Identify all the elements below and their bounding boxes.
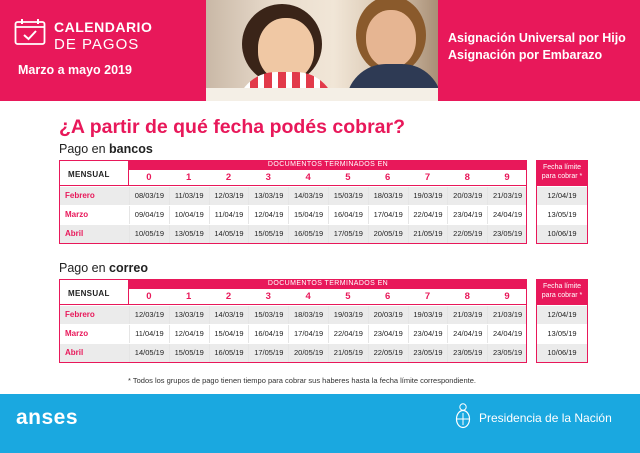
date-cell: 18/03/19 xyxy=(288,306,328,324)
limit-header: Fecha límite para cobrar * xyxy=(536,279,588,305)
date-cell: 22/04/19 xyxy=(328,325,368,343)
photo-woman-face xyxy=(366,10,416,68)
date-cell: 21/03/19 xyxy=(447,306,487,324)
month-label: Febrero xyxy=(65,191,95,200)
section-title-prefix: Pago en xyxy=(59,142,110,156)
month-label: Marzo xyxy=(65,210,89,219)
date-cell: 16/05/19 xyxy=(209,344,249,362)
date-cell: 17/05/19 xyxy=(248,344,288,362)
government-logo-text: Presidencia de la Nación xyxy=(479,411,612,425)
date-cell: 15/03/19 xyxy=(248,306,288,324)
header-photo xyxy=(206,0,438,101)
limit-date-cell: 12/04/19 xyxy=(536,306,588,324)
digit-header: 6 xyxy=(385,172,391,183)
date-cell: 20/05/19 xyxy=(288,344,328,362)
digit-header: 5 xyxy=(345,172,351,183)
date-cell: 11/04/19 xyxy=(129,325,169,343)
month-label: Febrero xyxy=(65,310,95,319)
date-cell: 22/05/19 xyxy=(368,344,408,362)
date-cell: 23/05/19 xyxy=(447,344,487,362)
coat-of-arms-icon xyxy=(455,403,471,429)
date-cell: 21/05/19 xyxy=(328,344,368,362)
column-header-mensual: MENSUAL xyxy=(59,279,129,305)
footer-banner xyxy=(0,394,640,453)
digit-header: 8 xyxy=(464,172,470,183)
date-cell: 15/05/19 xyxy=(169,344,209,362)
date-cell: 24/04/19 xyxy=(447,325,487,343)
digit-header: 0 xyxy=(146,172,152,183)
digit-header: 0 xyxy=(146,291,152,302)
digit-header: 7 xyxy=(424,291,431,302)
digit-header: 1 xyxy=(186,172,192,183)
post-schedule-table xyxy=(59,279,527,363)
date-cell: 23/05/19 xyxy=(487,344,527,362)
post-limit-table xyxy=(536,279,588,363)
section-title-prefix: Pago en xyxy=(59,261,110,275)
date-cell: 16/04/19 xyxy=(248,325,288,343)
date-cell: 12/04/19 xyxy=(248,206,288,224)
date-cell: 21/03/19 xyxy=(487,187,527,205)
date-cell: 17/04/19 xyxy=(288,325,328,343)
date-cell: 24/04/19 xyxy=(487,325,527,343)
date-cell: 20/03/19 xyxy=(447,187,487,205)
date-cell: 15/05/19 xyxy=(248,225,288,243)
date-cell: 14/05/19 xyxy=(129,344,169,362)
date-cell: 13/03/19 xyxy=(248,187,288,205)
digit-header: 8 xyxy=(464,291,470,302)
date-cell: 22/05/19 xyxy=(447,225,487,243)
month-label: Marzo xyxy=(65,329,89,338)
limit-date-cell: 13/05/19 xyxy=(547,210,577,219)
limit-date-cell: 10/06/19 xyxy=(536,344,588,362)
footnote: * Todos los grupos de pago tienen tiempo para cobrar sus haberes hasta la fecha límite correspondiente. xyxy=(128,376,476,385)
limit-date-cell: 12/04/19 xyxy=(536,187,588,205)
date-cell: 11/04/19 xyxy=(209,206,249,224)
date-cell: 08/03/19 xyxy=(129,187,169,205)
date-cell: 15/04/19 xyxy=(209,325,249,343)
section-title-post xyxy=(59,261,148,275)
date-cell: 09/04/19 xyxy=(129,206,169,224)
limit-date-cell: 13/05/19 xyxy=(547,329,577,338)
digit-header-row xyxy=(129,289,527,305)
digit-header: 2 xyxy=(225,291,232,302)
digit-header: 5 xyxy=(345,291,351,302)
date-cell: 21/03/19 xyxy=(487,306,527,324)
date-cell: 24/04/19 xyxy=(487,206,527,224)
calendar-subtitle: DE PAGOS xyxy=(54,36,140,53)
date-cell: 14/03/19 xyxy=(209,306,249,324)
date-cell: 23/04/19 xyxy=(447,206,487,224)
date-cell: 21/05/19 xyxy=(408,225,448,243)
digit-header: 1 xyxy=(186,291,192,302)
date-cell: 13/03/19 xyxy=(169,306,209,324)
program-name-auh: Asignación Universal por Hijo xyxy=(448,31,626,45)
calendar-title: CALENDARIO xyxy=(54,19,153,35)
digit-header: 3 xyxy=(265,291,271,302)
table-row xyxy=(59,344,527,362)
date-cell: 19/03/19 xyxy=(328,306,368,324)
date-cell: 19/03/19 xyxy=(408,306,448,324)
date-cell: 20/05/19 xyxy=(368,225,408,243)
date-cell: 12/03/19 xyxy=(209,187,249,205)
date-cell: 23/04/19 xyxy=(408,325,448,343)
date-cell: 23/05/19 xyxy=(408,344,448,362)
anses-logo: anses xyxy=(16,406,79,429)
digit-header: 6 xyxy=(385,291,391,302)
date-cell: 22/04/19 xyxy=(408,206,448,224)
column-header-documents: DOCUMENTOS TERMINADOS EN xyxy=(129,279,527,289)
date-cell: 19/03/19 xyxy=(408,187,448,205)
calendar-check-icon xyxy=(14,18,46,46)
limit-date-cell: 10/06/19 xyxy=(536,225,588,243)
calendar-period: Marzo a mayo 2019 xyxy=(18,63,132,77)
table-row xyxy=(59,225,527,243)
table-row xyxy=(59,325,527,343)
date-cell: 12/03/19 xyxy=(129,306,169,324)
digit-header: 9 xyxy=(504,172,510,183)
digit-header: 3 xyxy=(265,172,271,183)
date-cell: 17/05/19 xyxy=(328,225,368,243)
page-headline: ¿A partir de qué fecha podés cobrar? xyxy=(59,116,406,138)
section-title-banks xyxy=(59,142,153,156)
table-row xyxy=(59,306,527,324)
program-name-embarazo: Asignación por Embarazo xyxy=(448,48,603,62)
digit-header-row xyxy=(129,170,527,186)
column-header-documents: DOCUMENTOS TERMINADOS EN xyxy=(129,160,527,170)
month-label: Abril xyxy=(65,348,84,357)
date-cell: 10/04/19 xyxy=(169,206,209,224)
photo-girl-face xyxy=(258,18,314,80)
date-cell: 12/04/19 xyxy=(169,325,209,343)
digit-header: 4 xyxy=(305,172,311,183)
table-row xyxy=(59,187,527,205)
date-cell: 10/05/19 xyxy=(129,225,169,243)
banks-limit-table xyxy=(536,160,588,244)
date-cell: 15/04/19 xyxy=(288,206,328,224)
date-cell: 18/03/19 xyxy=(368,187,408,205)
date-cell: 13/05/19 xyxy=(169,225,209,243)
date-cell: 23/04/19 xyxy=(368,325,408,343)
date-cell: 23/05/19 xyxy=(487,225,527,243)
digit-header: 2 xyxy=(225,172,232,183)
digit-header: 9 xyxy=(504,291,510,302)
digit-header: 4 xyxy=(305,291,311,302)
date-cell: 17/04/19 xyxy=(368,206,408,224)
date-cell: 15/03/19 xyxy=(328,187,368,205)
date-cell: 11/03/19 xyxy=(169,187,209,205)
date-cell: 14/03/19 xyxy=(288,187,328,205)
month-label: Abril xyxy=(65,229,84,238)
column-header-mensual: MENSUAL xyxy=(59,160,129,186)
date-cell: 20/03/19 xyxy=(368,306,408,324)
digit-header: 7 xyxy=(424,172,431,183)
header-banner xyxy=(0,0,640,101)
limit-header: Fecha límite para cobrar * xyxy=(536,160,588,186)
table-row xyxy=(59,206,527,224)
banks-schedule-table xyxy=(59,160,527,244)
section-title-bold: bancos xyxy=(109,142,153,156)
section-title-bold: correo xyxy=(109,261,148,275)
date-cell: 14/05/19 xyxy=(209,225,249,243)
date-cell: 16/04/19 xyxy=(328,206,368,224)
photo-table xyxy=(206,88,438,101)
date-cell: 16/05/19 xyxy=(288,225,328,243)
